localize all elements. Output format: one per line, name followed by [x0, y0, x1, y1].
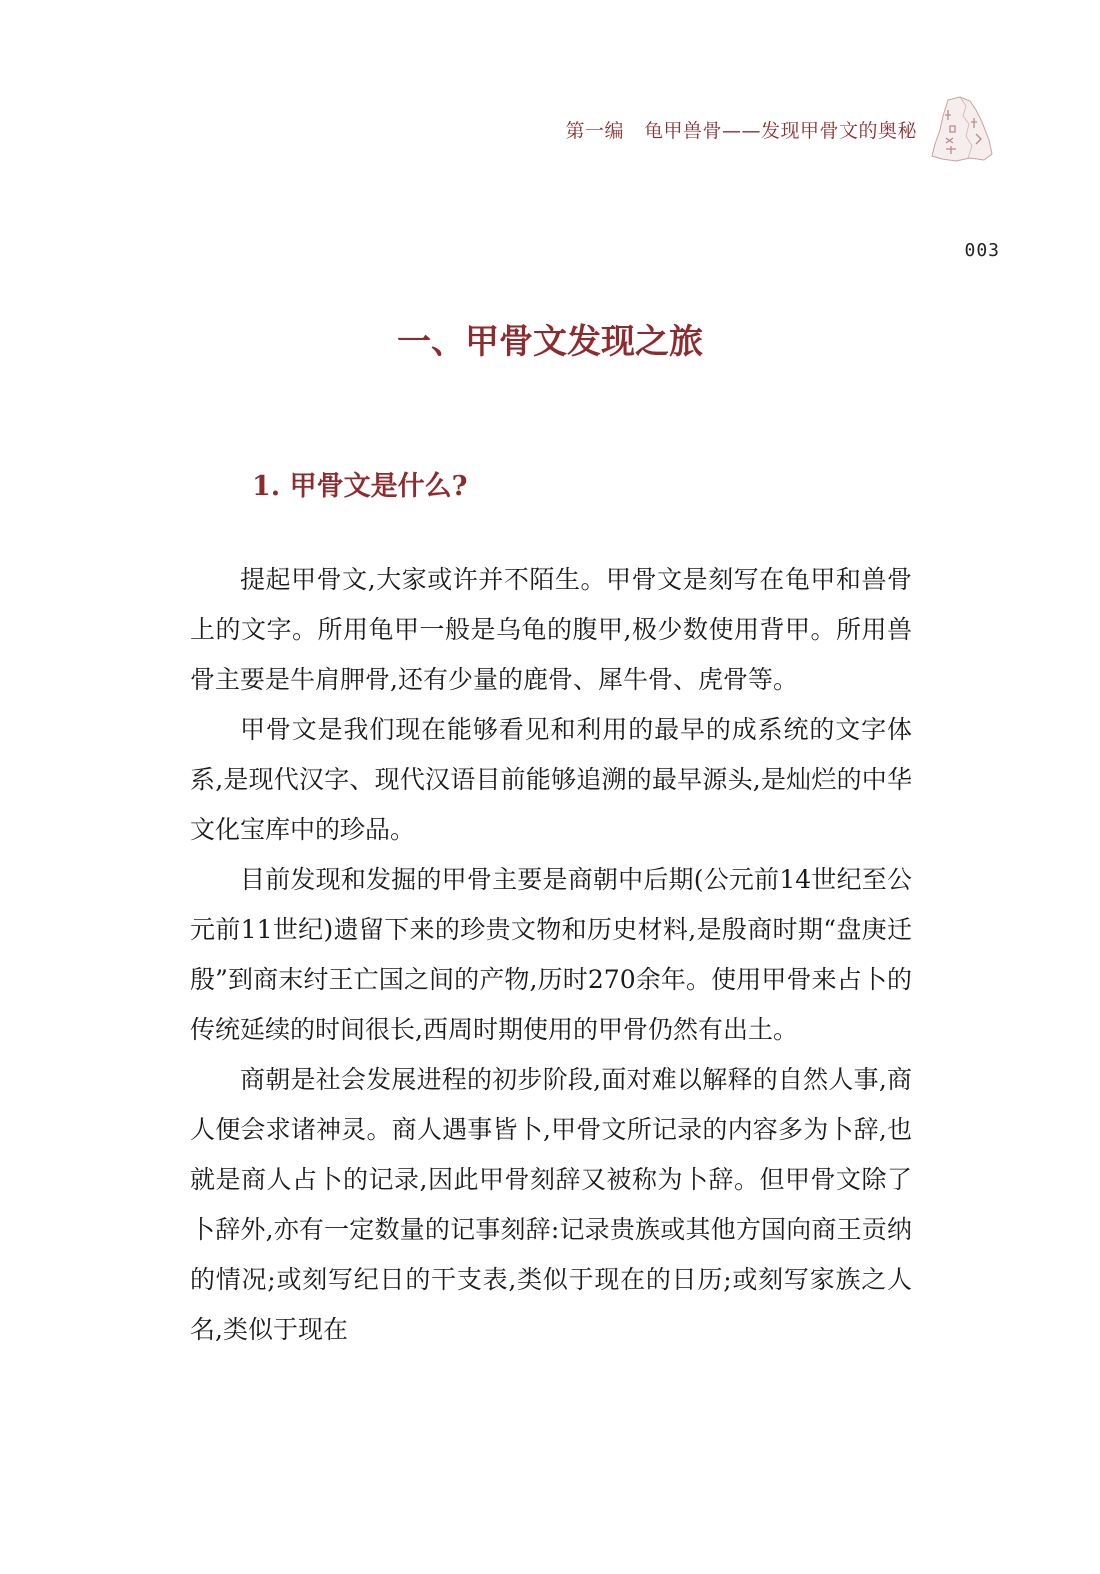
- section-title: 1. 甲骨文是什么?: [252, 471, 468, 502]
- part-title: 龟甲兽骨——发现甲骨文的奥秘: [643, 120, 917, 142]
- paragraph: 提起甲骨文,大家或许并不陌生。甲骨文是刻写在龟甲和兽骨上的文字。所用龟甲一般是乌龟的腹甲,极少数使用背甲。所用兽骨主要是牛肩胛骨,还有少量的鹿骨、犀牛骨、虎骨等。: [190, 565, 912, 694]
- body-text: [190, 555, 912, 1355]
- oracle-bone-fragment-icon: [926, 94, 996, 164]
- paragraph: 目前发现和发掘的甲骨主要是商朝中后期(公元前14世纪至公元前11世纪)遗留下来的珍贵文物和历史材料,是殷商时期“盘庚迁殷”到商末纣王亡国之间的产物,历时270余年。使用甲骨来占卜的传统延续的时间很长,西周时期使用的甲骨仍然有出土。: [190, 865, 912, 1044]
- part-label: 第一编: [565, 120, 624, 142]
- chapter-title: 一、甲骨文发现之旅: [397, 322, 703, 362]
- paragraph: 甲骨文是我们现在能够看见和利用的最早的成系统的文字体系,是现代汉字、现代汉语目前能够追溯的最早源头,是灿烂的中华文化宝库中的珍品。: [190, 715, 912, 844]
- paragraph: 商朝是社会发展进程的初步阶段,面对难以解释的自然人事,商人便会求诸神灵。商人遇事皆卜,甲骨文所记录的内容多为卜辞,也就是商人占卜的记录,因此甲骨刻辞又被称为卜辞。但甲骨文除了卜辞外,亦有一定数量的记事刻辞:记录贵族或其他方国向商王贡纳的情况;或刻写纪日的干支表,类似于现在的日历;或刻写家族之人名,类似于现在: [190, 1065, 912, 1344]
- running-header: [0, 116, 917, 143]
- page-number: 003: [964, 240, 1000, 261]
